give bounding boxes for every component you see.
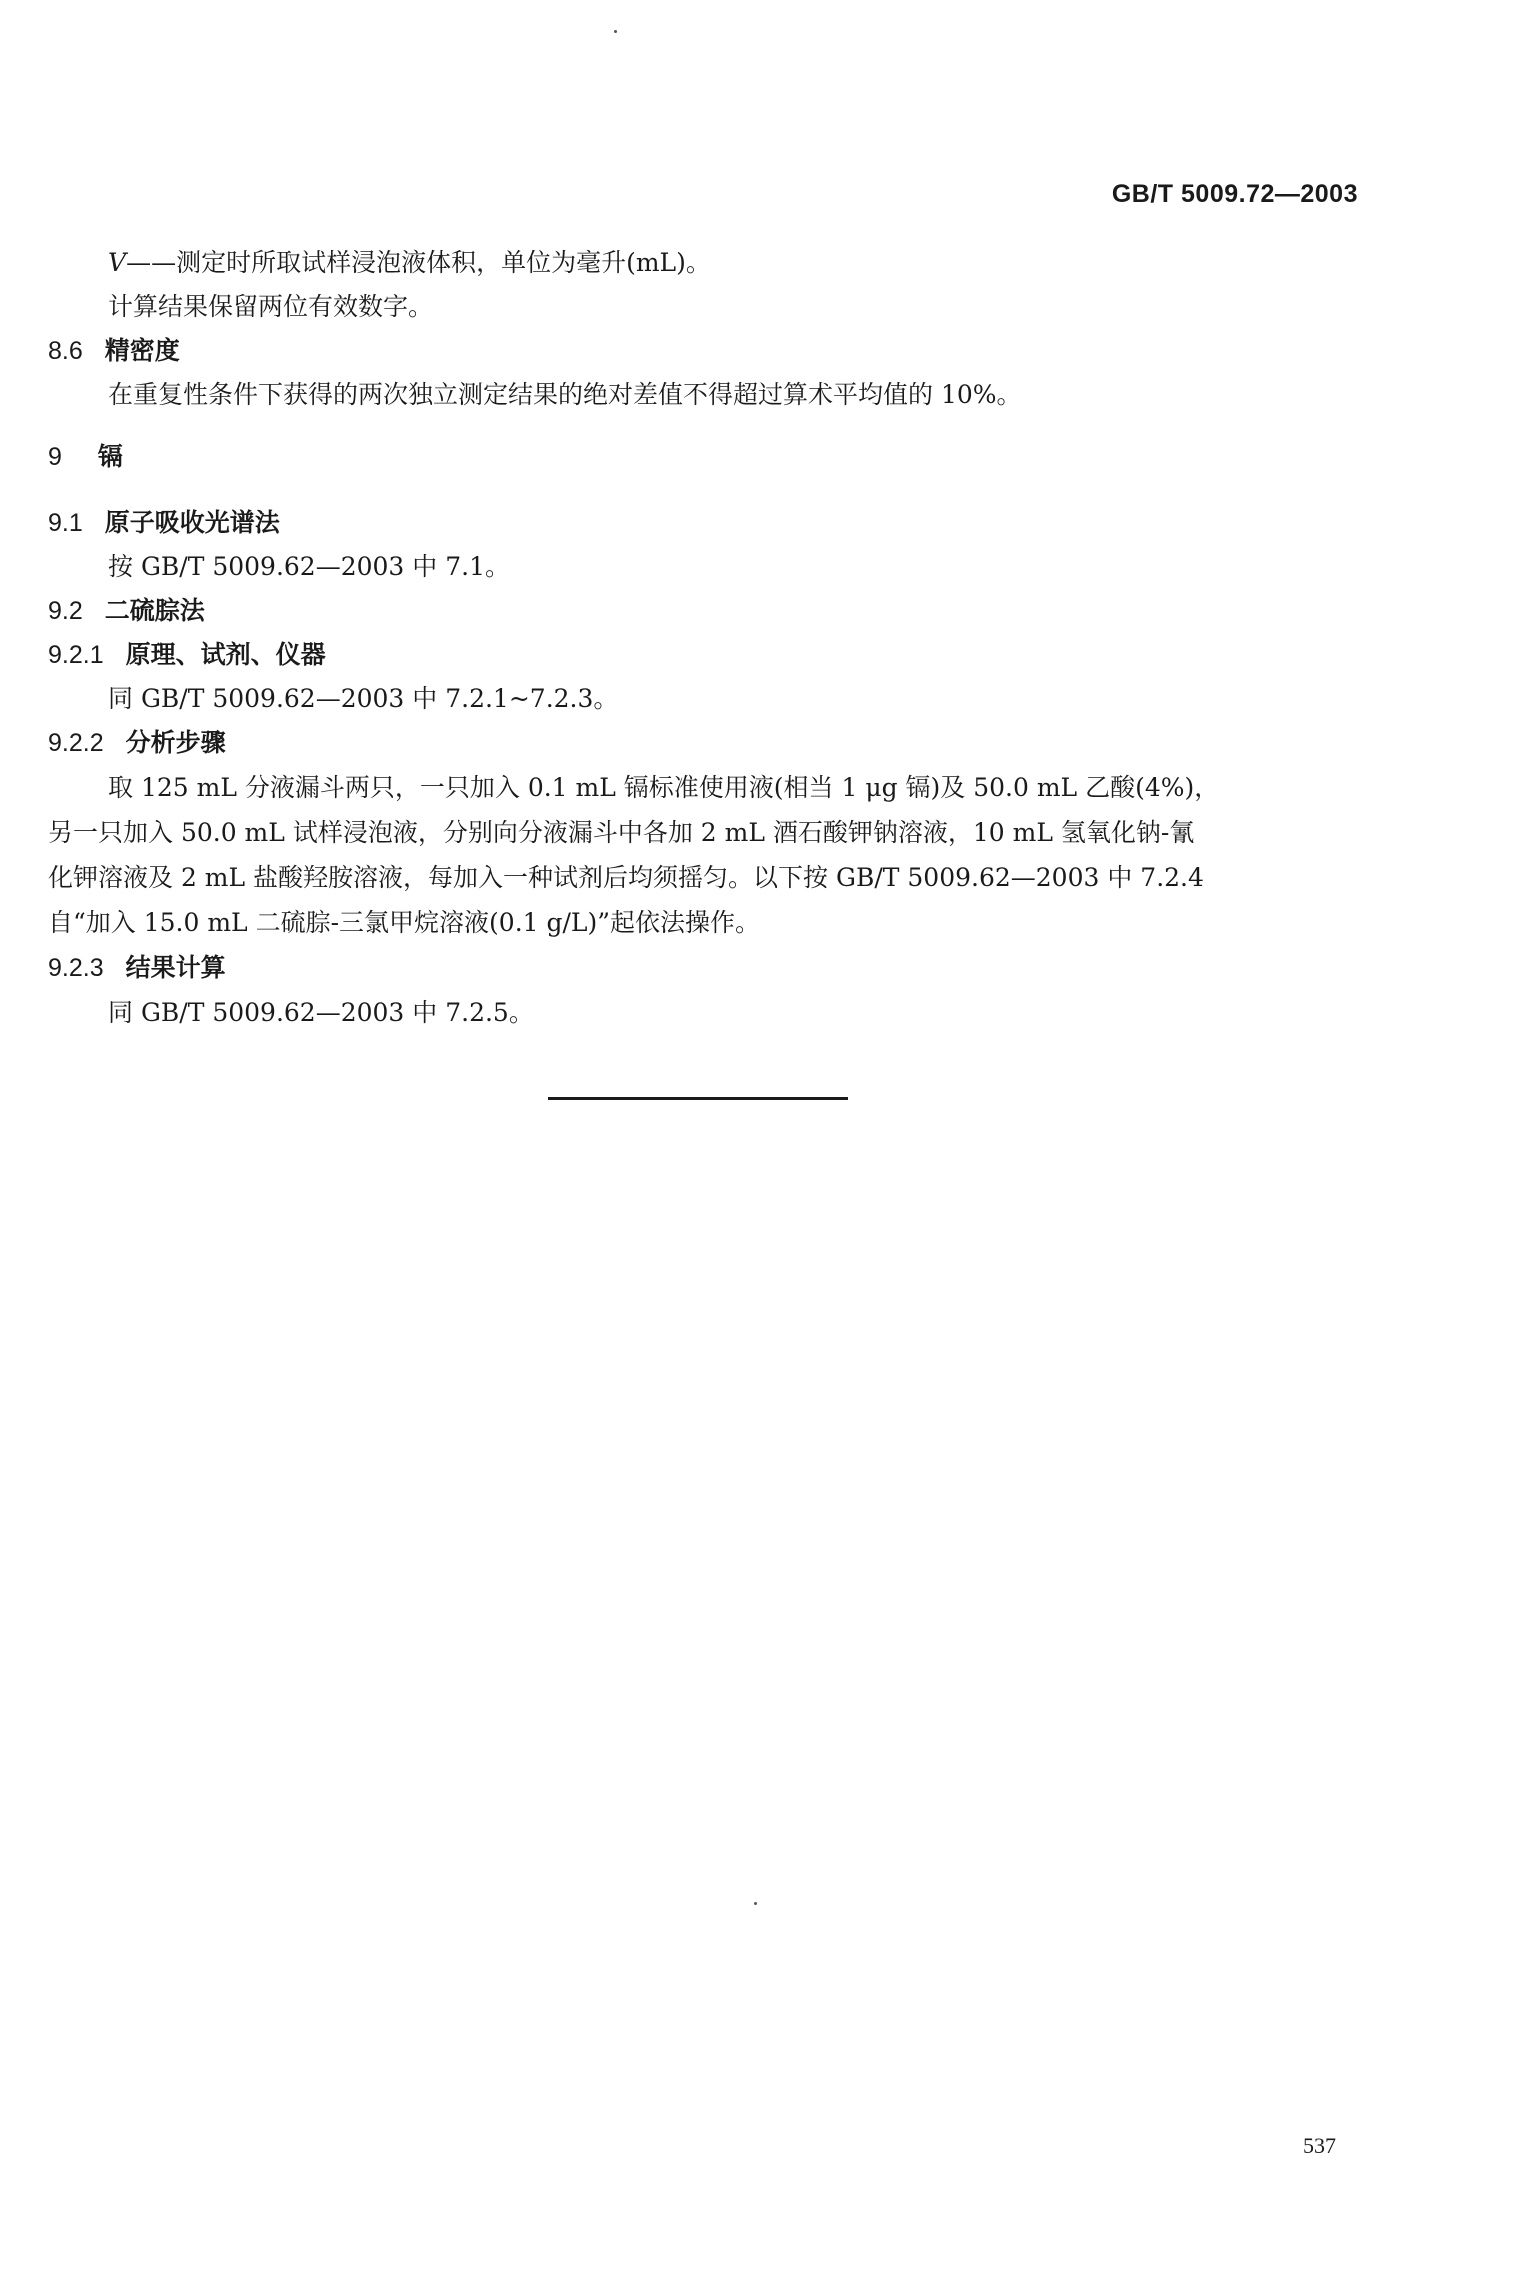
- procedure-line: 另一只加入 50.0 mL 试样浸泡液，分别向分液漏斗中各加 2 mL 酒石酸钾钠溶液，10 mL 氢氧化钠-氰: [48, 818, 1195, 847]
- variable-description: ——测定时所取试样浸泡液体积，单位为毫升(mL)。: [126, 248, 711, 277]
- section-title: 镉: [97, 442, 123, 471]
- section-title: 结果计算: [125, 953, 226, 982]
- section-number: 9.2.1: [48, 641, 104, 669]
- section-title: 精密度: [104, 336, 180, 365]
- section-number: 9.2: [48, 597, 83, 625]
- section-title: 原子吸收光谱法: [104, 508, 280, 537]
- calculation-reference: 同 GB/T 5009.62—2003 中 7.2.5。: [108, 998, 534, 1027]
- section-title: 原理、试剂、仪器: [125, 640, 326, 669]
- precision-text: 在重复性条件下获得的两次独立测定结果的绝对差值不得超过算术平均值的 10%。: [108, 380, 1022, 409]
- procedure-line: 取 125 mL 分液漏斗两只，一只加入 0.1 mL 镉标准使用液(相当 1 μg 镉)及 50.0 mL 乙酸(4%)，: [108, 773, 1220, 802]
- procedure-line: 自“加入 15.0 mL 二硫腙-三氯甲烷溶液(0.1 g/L)”起依法操作。: [48, 908, 761, 937]
- variable-definition: [108, 246, 711, 280]
- variable-symbol: V: [108, 248, 127, 277]
- section-number: 9.1: [48, 509, 83, 537]
- procedure-line: 化钾溶液及 2 mL 盐酸羟胺溶液，每加入一种试剂后均须摇匀。以下按 GB/T 5009.62—2003 中 7.2.4: [48, 863, 1204, 892]
- section-title: 分析步骤: [125, 728, 226, 757]
- method-reference: 按 GB/T 5009.62—2003 中 7.1。: [108, 552, 510, 581]
- section-heading-9: [48, 440, 123, 474]
- section-heading-9-1: [48, 506, 280, 540]
- section-number: 9.2.2: [48, 729, 104, 757]
- result-note: 计算结果保留两位有效数字。: [108, 292, 434, 321]
- section-number: 9: [48, 443, 62, 471]
- section-heading-9-2-1: [48, 638, 326, 672]
- section-number: 8.6: [48, 337, 83, 365]
- principle-reference: 同 GB/T 5009.62—2003 中 7.2.1~7.2.3。: [108, 684, 619, 713]
- scan-speck: [614, 30, 617, 33]
- section-heading-9-2-3: [48, 951, 226, 985]
- section-heading-8-6: [48, 334, 180, 368]
- section-title: 二硫腙法: [104, 596, 205, 625]
- section-heading-9-2: [48, 594, 205, 628]
- page-number: 537: [1303, 2133, 1336, 2158]
- section-number: 9.2.3: [48, 954, 104, 982]
- scan-speck: [754, 1902, 757, 1905]
- section-heading-9-2-2: [48, 726, 226, 760]
- end-of-text-rule: [548, 1097, 848, 1100]
- standard-code: GB/T 5009.72—2003: [1111, 180, 1358, 208]
